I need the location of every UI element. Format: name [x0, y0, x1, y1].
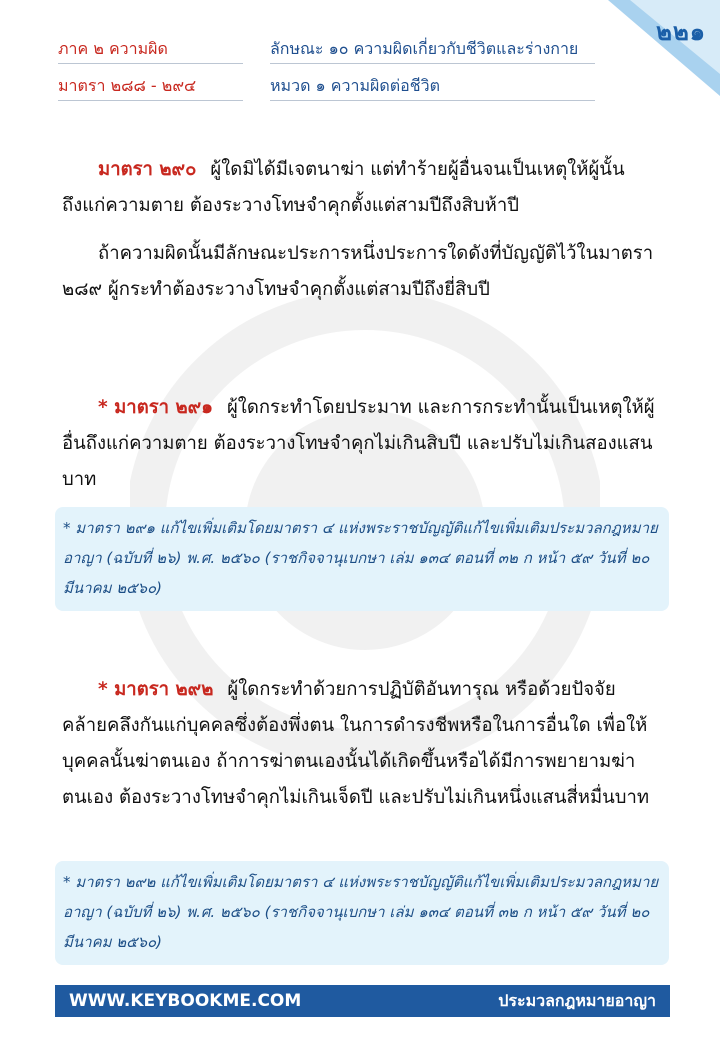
footer-book-title: ประมวลกฎหมายอาญา: [498, 990, 656, 1010]
footer-website-link[interactable]: WWW.KEYBOOKME.COM: [69, 991, 302, 1011]
section-291: [62, 390, 667, 510]
section-text: ผู้ใดมิได้มีเจตนาฆ่า แต่ทำร้ายผู้อื่นจนเป็นเหตุให้ผู้นั้นถึงแก่ความตาย ต้องระวางโทษจำคุกตั้งแต่สามปีถึงสิบห้าปี: [62, 159, 625, 216]
section-title: * มาตรา ๒๙๒: [98, 679, 214, 700]
section-title: * มาตรา ๒๙๑: [98, 397, 213, 418]
footer-bar: [55, 985, 670, 1017]
section-text: ผู้ใดกระทำด้วยการปฏิบัติอันทารุณ หรือด้วยปัจจัยคล้ายคลึงกันแก่บุคคลซึ่งต้องพึ่งตน ในการดำรงชีพหรือในการอื่นใด เพื่อให้บุคคลนั้นฆ่าตนเอง ถ้าการฆ่าตนเองนั้นได้เกิดขึ้นหรือได้มีการพยายามฆ่าตนเอง ต้องระวางโทษจำคุกไม่เกินเจ็ดปี และปรับไม่เกินหนึ่งแสนสี่หมื่นบาท: [62, 679, 650, 808]
section-292: [62, 672, 667, 828]
amendment-note-291: * มาตรา ๒๙๑ แก้ไขเพิ่มเติมโดยมาตรา ๔ แห่งพระราชบัญญัติแก้ไขเพิ่มเติมประมวลกฎหมายอาญา (ฉบับที่ ๒๖) พ.ศ. ๒๕๖๐ (ราชกิจจานุเบกษา เล่ม ๑๓๔ ตอนที่ ๓๒ ก หน้า ๕๙ วันที่ ๒๐ มีนาคม ๒๕๖๐): [55, 507, 669, 611]
section-290-para-2: ถ้าความผิดนั้นมีลักษณะประการหนึ่งประการใดดังที่บัญญัติไว้ในมาตรา ๒๘๙ ผู้กระทำต้องระวางโทษจำคุกตั้งแต่สามปีถึงยี่สิบปี: [62, 243, 654, 300]
amendment-note-292: * มาตรา ๒๙๒ แก้ไขเพิ่มเติมโดยมาตรา ๔ แห่งพระราชบัญญัติแก้ไขเพิ่มเติมประมวลกฎหมายอาญา (ฉบับที่ ๒๖) พ.ศ. ๒๕๖๐ (ราชกิจจานุเบกษา เล่ม ๑๓๔ ตอนที่ ๓๒ ก หน้า ๕๙ วันที่ ๒๐ มีนาคม ๒๕๖๐): [55, 861, 669, 965]
section-290: [62, 152, 667, 320]
header-chapter-info: [270, 36, 595, 110]
section-text: ผู้ใดกระทำโดยประมาท และการกระทำนั้นเป็นเหตุให้ผู้อื่นถึงแก่ความตาย ต้องระวางโทษจำคุกไม่เกินสิบปี และปรับไม่เกินสองแสนบาท: [62, 397, 655, 490]
header-section-range: มาตรา ๒๘๘ - ๒๙๔: [58, 73, 243, 101]
section-292-para-1: [62, 672, 667, 816]
section-291-para-1: [62, 390, 667, 498]
header-title: ลักษณะ ๑๐ ความผิดเกี่ยวกับชีวิตและร่างกาย: [270, 36, 595, 64]
header-part-info: [58, 36, 243, 110]
page-number: ๒๒๑: [656, 18, 706, 46]
section-title: มาตรา ๒๙๐: [98, 159, 197, 180]
header-chapter: หมวด ๑ ความผิดต่อชีวิต: [270, 73, 595, 101]
header-part: ภาค ๒ ความผิด: [58, 36, 243, 64]
section-290-para-1: [62, 152, 667, 224]
